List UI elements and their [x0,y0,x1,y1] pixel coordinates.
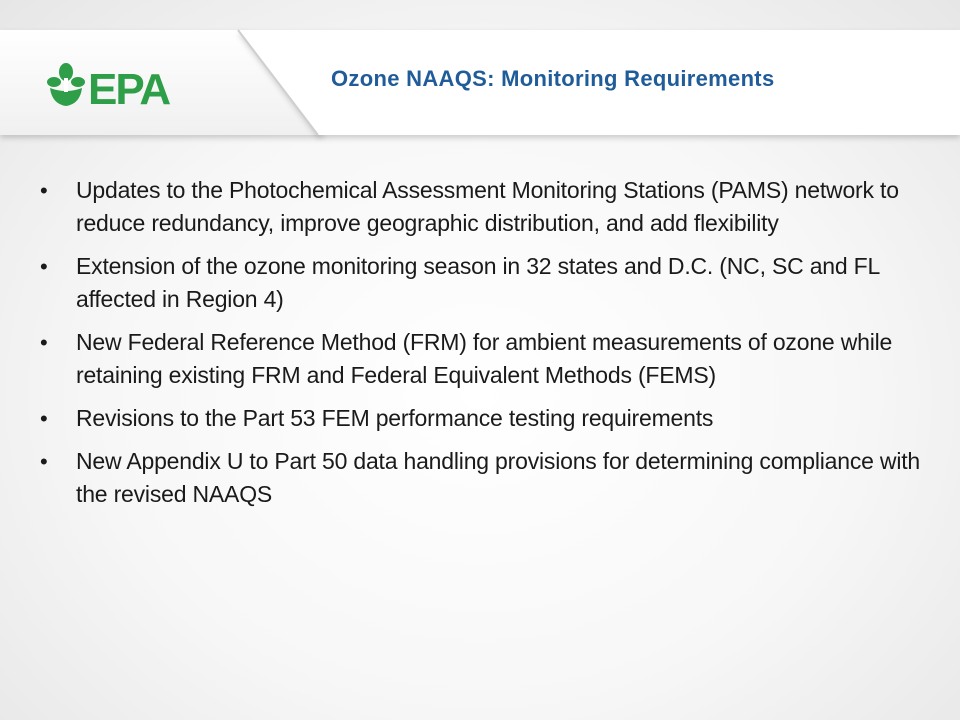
slide-header [0,0,960,150]
bullet-icon: • [40,178,48,203]
bullet-text: Extension of the ozone monitoring season in 32 states and D.C. (NC, SC and FL affected in Region 4) [76,253,880,312]
bullet-icon: • [40,449,48,474]
bullet-item [36,402,926,435]
bullet-text: New Federal Reference Method (FRM) for ambient measurements of ozone while retaining existing FRM and Federal Equivalent Methods (FEMS) [76,329,893,388]
bullet-item [36,174,926,240]
bullet-item [36,326,926,392]
bullet-text: Updates to the Photochemical Assessment Monitoring Stations (PAMS) network to reduce redundancy, improve geographic distribution, and add flexibility [76,177,899,236]
bullet-icon: • [40,330,48,355]
svg-text:EPA: EPA [88,65,170,110]
bullet-icon: • [40,254,48,279]
epa-logo [46,60,196,110]
epa-logo-icon [46,60,196,110]
bullet-text: New Appendix U to Part 50 data handling provisions for determining compliance with the revised NAAQS [76,448,921,507]
bullet-text: Revisions to the Part 53 FEM performance testing requirements [76,405,714,431]
slide-title: Ozone NAAQS: Monitoring Requirements [331,66,775,91]
bullet-item [36,250,926,316]
bullet-icon: • [40,406,48,431]
bullet-list [36,174,926,521]
bullet-item [36,445,926,511]
